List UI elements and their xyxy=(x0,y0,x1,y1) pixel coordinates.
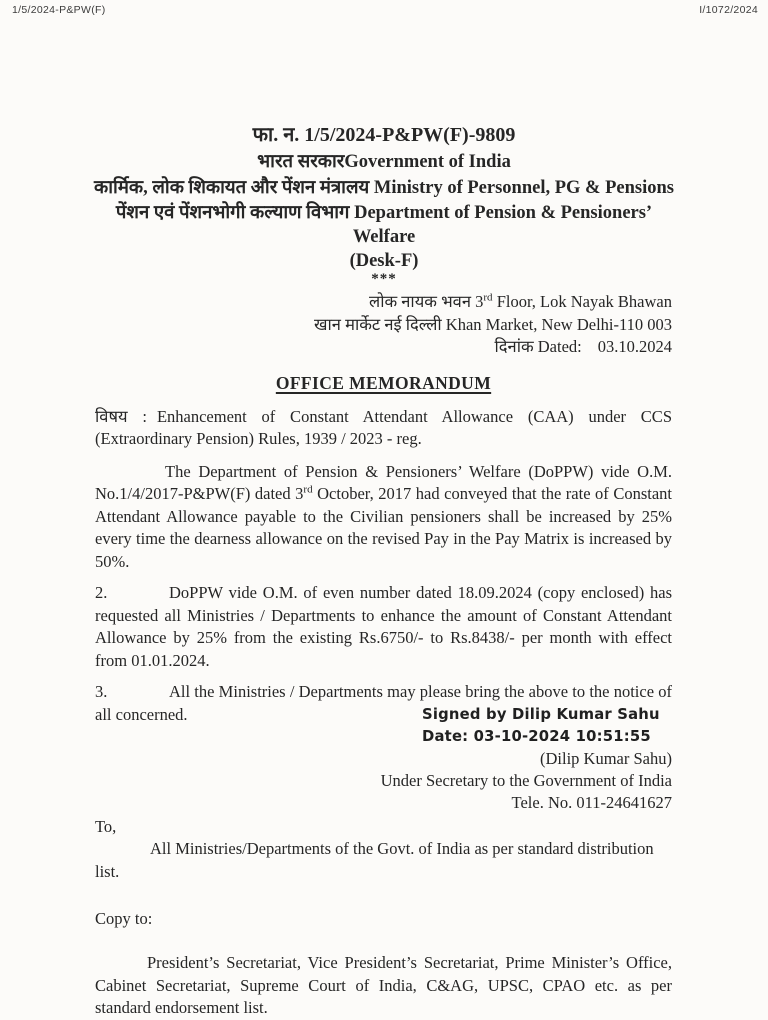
scan-header-left: 1/5/2024-P&PW(F) xyxy=(12,4,106,16)
signer-block xyxy=(95,748,672,814)
memo-title: OFFICE MEMORANDUM xyxy=(275,372,492,393)
address-line-1-text: लोक नायक भवन 3 xyxy=(369,292,484,311)
signer-name: (Dilip Kumar Sahu) xyxy=(540,749,672,768)
signature-date: Date: 03-10-2024 10:51:55 xyxy=(422,727,651,745)
paragraph-2-text: DoPPW vide O.M. of even number dated 18.09.2024 (copy enclosed) has requested all Ministries / Departments to enhance the amount of Constant Attendant Allowance by 25% from the existing Rs.6750/- to Rs.8438/- per month with effect from 01.01.2024. xyxy=(95,583,672,670)
letterhead xyxy=(0,122,768,286)
address-line-1 xyxy=(95,291,672,314)
copy-to-text: President’s Secretariat, Vice President’s Secretariat, Prime Minister’s Office, Cabinet Secretariat, Supreme Court of India, C&AG, UPSC, CPAO etc. as per standard endorsement list. xyxy=(95,953,672,1017)
paragraph-3-text: All the Ministries / Departments may please bring the above to the notice of all concerned. xyxy=(95,682,672,724)
scan-header xyxy=(0,0,768,16)
address-floor-superscript: rd xyxy=(483,291,493,304)
subject-text: Enhancement of Constant Attendant Allowance (CAA) under CCS (Extraordinary Pension) Rules, 1939 / 2023 - reg. xyxy=(95,406,672,448)
to-text: All Ministries/Departments of the Govt. of India as per standard distribution list. xyxy=(95,839,654,881)
department-line: पेंशन एवं पेंशनभोगी कल्याण विभाग Department of Pension & Pensioners’ xyxy=(115,203,653,223)
copy-to-label: Copy to: xyxy=(95,909,153,928)
desk-label: (Desk-F) xyxy=(349,251,419,271)
address-line-2: खान मार्केट नई दिल्ली Khan Market, New Delhi-110 003 xyxy=(314,314,672,334)
subject-label: विषय : xyxy=(95,406,147,426)
date-value: 03.10.2024 xyxy=(597,337,672,356)
signer-phone: Tele. No. 011-24641627 xyxy=(511,793,672,812)
digital-signature-block xyxy=(422,704,690,747)
paragraph-1 xyxy=(95,461,672,574)
signer-title: Under Secretary to the Government of India xyxy=(380,771,672,790)
paragraph-1-text: The Department of Pension & Pensioners’ Welfare (DoPPW) vide O.M. No.1/4/2017-P&PW(F) dated 3 xyxy=(95,461,672,503)
paragraph-1-rest: October, 2017 had conveyed that the rate of Constant Attendant Allowance payable to the Civilian pensioners shall be increased by 25% every time the dearness allowance on the revised Pay in the Pay Matrix is increased by 50%. xyxy=(95,484,672,571)
address-block xyxy=(95,291,672,359)
to-label: To, xyxy=(95,817,117,836)
file-number: फा. न. 1/5/2024-P&PW(F)-9809 xyxy=(252,124,516,146)
paragraph-2-number: 2. xyxy=(95,583,108,602)
department-line-2: Welfare xyxy=(352,227,416,247)
signature-signed-by: Signed by Dilip Kumar Sahu xyxy=(422,706,660,723)
memo-content xyxy=(0,291,768,1020)
subject-line xyxy=(95,406,672,451)
government-line: भारत सरकारGovernment of India xyxy=(257,152,511,172)
paragraph-2 xyxy=(95,582,672,672)
ministry-line: कार्मिक, लोक शिकायत और पेंशन मंत्रालय Ministry of Personnel, PG & Pensions xyxy=(94,178,674,198)
paragraph-1-superscript: rd xyxy=(303,483,313,496)
date-line xyxy=(95,336,672,359)
date-label: दिनांक Dated: xyxy=(494,337,582,356)
separator-stars: *** xyxy=(371,271,397,287)
paragraph-3-number: 3. xyxy=(95,682,108,701)
scan-header-right: I/1072/2024 xyxy=(699,4,758,16)
address-line-1-rest: Floor, Lok Nayak Bhawan xyxy=(492,292,672,311)
